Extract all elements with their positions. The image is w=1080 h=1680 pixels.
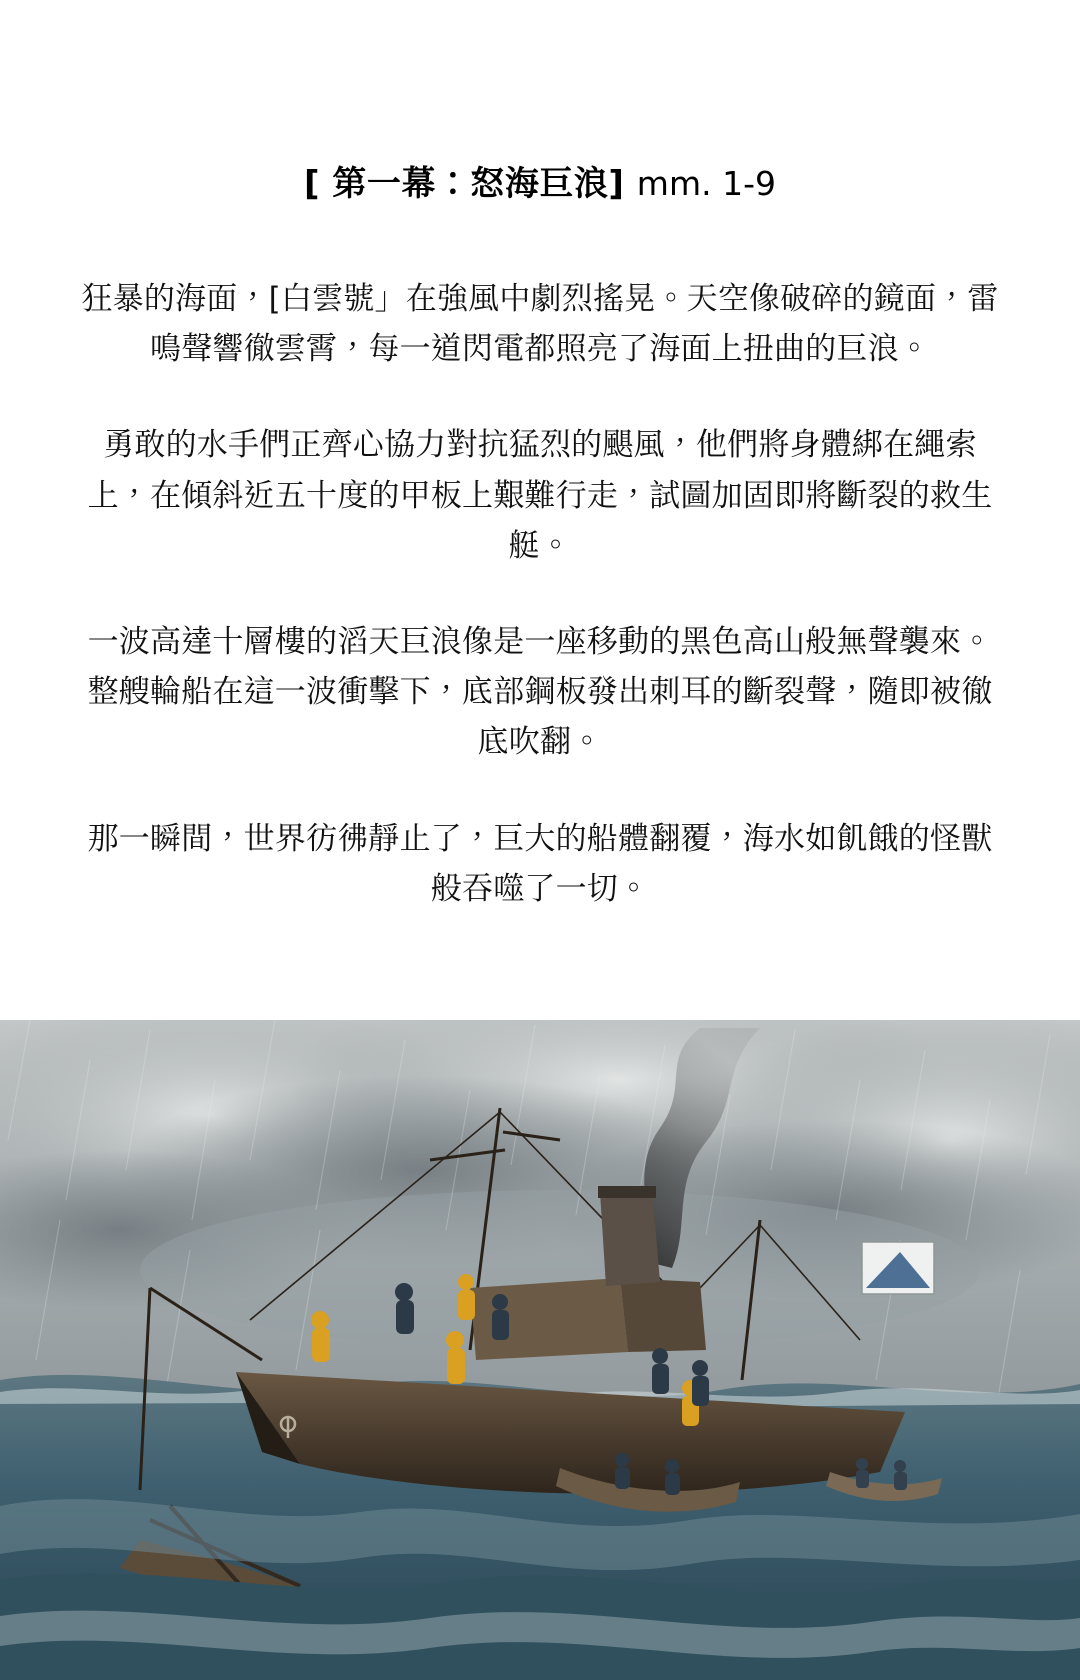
funnel-cap [598,1186,656,1198]
scene-heading-measures: mm. 1-9 [636,164,776,203]
deckhouse-side [620,1278,706,1352]
body-paragraph-4: 那一瞬間，世界彷彿靜止了，巨大的船體翻覆，海水如飢餓的怪獸般吞噬了一切。 [87,820,993,907]
funnel [600,1188,660,1286]
body-paragraph-1: 狂暴的海面，[白雲號」在強風中劇烈搖晃。天空像破碎的鏡面，雷鳴聲響徹雲霄，每一道閃電都照亮了海面上扭曲的巨浪。 [81,280,999,368]
sea-foam-near [0,1499,1080,1680]
illustration-canvas [0,1020,1080,1680]
scene-heading-label: [ 第一幕：怒海巨浪] [304,164,625,204]
scene-heading [78,162,1002,208]
body-paragraph-2: 勇敢的水手們正齊心協力對抗猛烈的颶風，他們將身體綁在繩索上，在傾斜近五十度的甲板上艱難行走，試圖加固即將斷裂的救生艇。 [87,427,993,564]
ship-flag [862,1242,934,1294]
body-paragraph-3: 一波高達十層樓的滔天巨浪像是一座移動的黑色高山般無聲襲來。整艘輪船在這一波衝擊下，底部鋼板發出刺耳的斷裂聲，隨即被徹底吹翻。 [87,623,993,761]
storm-shipwreck-illustration [0,1020,1080,1680]
